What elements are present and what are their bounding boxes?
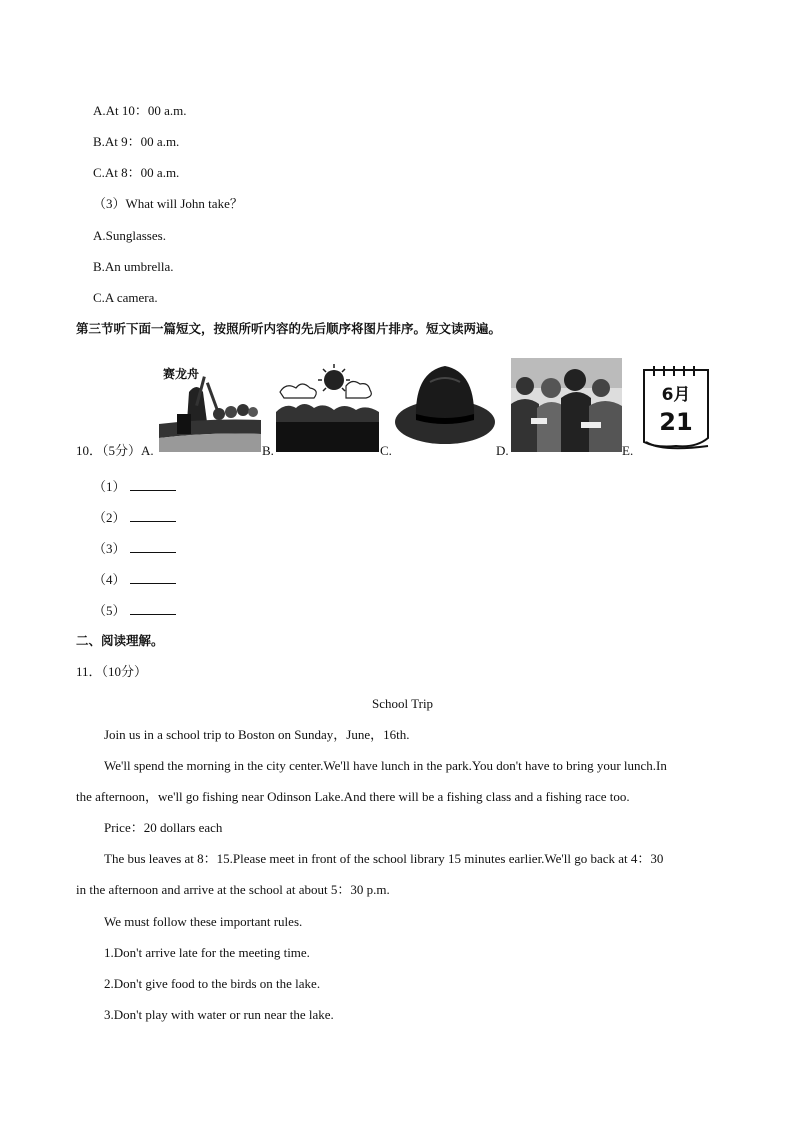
passage-paragraph: the afternoon，we'll go fishing near Odinson Lake.And there will be a fishing class and a fishing race too. (76, 789, 630, 804)
rule-item: 1.Don't arrive late for the meeting time. (104, 945, 310, 960)
section-heading: 二、阅读理解。 (76, 633, 164, 648)
passage-paragraph: We must follow these important rules. (104, 914, 303, 929)
answer-blank[interactable] (93, 602, 176, 619)
rule-item: 2.Don't give food to the birds on the lake. (104, 976, 321, 991)
answer-blank[interactable] (93, 509, 176, 526)
option-text: A.Sunglasses. (93, 228, 166, 243)
blank-line (130, 540, 176, 553)
answer-blank[interactable] (93, 478, 176, 495)
option-text: B.At 9：00 a.m. (93, 134, 180, 149)
question-text: （3）What will John take？ (93, 196, 243, 211)
blank-line (130, 602, 176, 615)
passage-paragraph: Price：20 dollars each (104, 820, 223, 835)
blank-label: （4） (93, 572, 126, 587)
blank-label: （1） (93, 479, 126, 494)
picture-crowd (511, 358, 622, 452)
option-text: C.At 8：00 a.m. (93, 165, 180, 180)
blank-label: （3） (93, 541, 126, 556)
blank-line (130, 478, 176, 491)
answer-blank[interactable] (93, 571, 176, 588)
question-label: 11．（10分） (76, 664, 148, 679)
passage-paragraph: in the afternoon and arrive at the school at about 5：30 p.m. (76, 882, 390, 897)
question-label: 10．（5分）A. (76, 443, 154, 458)
option-letter: C. (380, 443, 392, 458)
option-letter: B. (262, 443, 274, 458)
passage-paragraph: The bus leaves at 8：15.Please meet in front of the school library 15 minutes earlier.We'll go back at 4：30 (104, 851, 664, 866)
blank-line (130, 571, 176, 584)
blank-label: （2） (93, 510, 126, 525)
option-text: A.At 10：00 a.m. (93, 103, 187, 118)
section-heading: 第三节听下面一篇短文，按照所听内容的先后顺序将图片排序。短文读两遍。 (76, 321, 502, 336)
rule-item: 3.Don't play with water or run near the lake. (104, 1007, 334, 1022)
passage-paragraph: We'll spend the morning in the city center.We'll have lunch in the park.You don't have to bring your lunch.In (104, 758, 667, 773)
option-letter: D. (496, 443, 509, 458)
option-text: C.A camera. (93, 290, 158, 305)
picture-caption: 赛龙舟 (163, 367, 200, 381)
blank-label: （5） (93, 603, 126, 618)
picture-sun (276, 362, 379, 452)
passage-paragraph: Join us in a school trip to Boston on Sunday，June，16th. (104, 727, 410, 742)
calendar-month: 6月 (661, 385, 691, 405)
passage-title: School Trip (372, 696, 434, 711)
picture-hat (394, 362, 496, 452)
answer-blank[interactable] (93, 540, 176, 557)
option-text: B.An umbrella. (93, 259, 174, 274)
blank-line (130, 509, 176, 522)
picture-calendar (636, 362, 716, 452)
option-letter: E. (622, 443, 634, 458)
picture-dragon-boat (159, 362, 261, 452)
calendar-day: 21 (659, 408, 693, 436)
